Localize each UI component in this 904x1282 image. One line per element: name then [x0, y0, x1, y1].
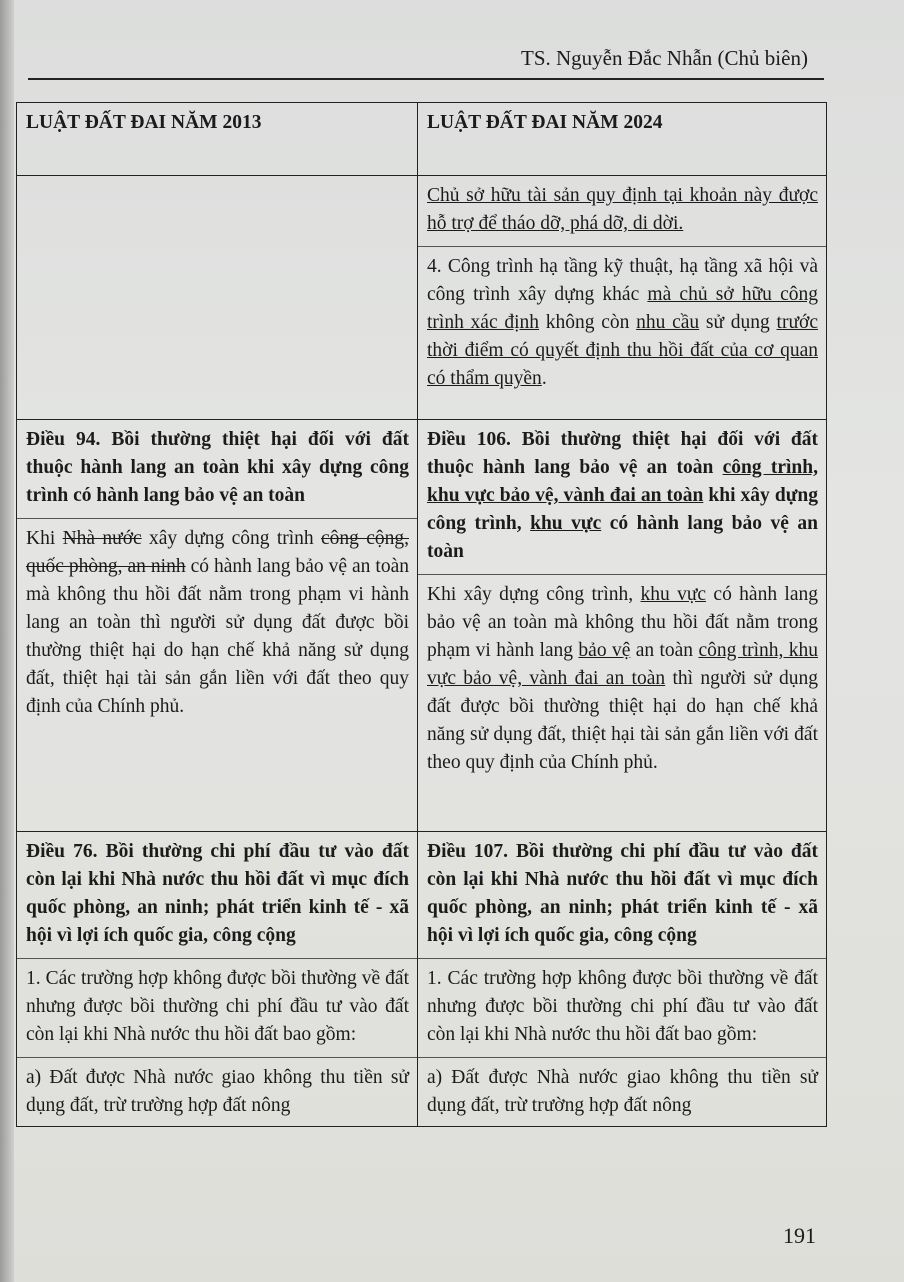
cell-2013-article-94	[17, 420, 418, 832]
article-title: Điều 106. Bồi thường thiệt hại đối với đất thuộc hành lang bảo vệ an toàn công trình, khu vực bảo vệ, vành đai an toàn khi xây dựng công trình, khu vực có hành lang bảo vệ an toàn	[418, 426, 826, 575]
page-number: 191	[783, 1223, 816, 1248]
table-row	[17, 176, 827, 420]
column-header-2024: LUẬT ĐẤT ĐAI NĂM 2024	[418, 103, 827, 176]
paragraph: 1. Các trường hợp không được bồi thường về đất nhưng được bồi thường chi phí đầu tư vào đất còn lại khi Nhà nước thu hồi đất bao gồm:	[418, 959, 826, 1058]
running-header-author: TS. Nguyễn Đắc Nhẫn (Chủ biên)	[521, 46, 808, 70]
comparison-table	[16, 102, 827, 1127]
paragraph: 1. Các trường hợp không được bồi thường về đất nhưng được bồi thường chi phí đầu tư vào đất còn lại khi Nhà nước thu hồi đất bao gồm:	[17, 959, 417, 1058]
paragraph: Khi xây dựng công trình, khu vực có hành lang bảo vệ an toàn mà không thu hồi đất nằm trong phạm vi hành lang bảo vệ an toàn công trình, khu vực bảo vệ, vành đai an toàn thì người sử dụng đất được bồi thường thiệt hại do hạn chế khả năng sử dụng đất, thiệt hại tài sản gắn liền với đất theo quy định của Chính phủ.	[427, 584, 819, 773]
table-header-row	[17, 103, 827, 176]
column-header-2013: LUẬT ĐẤT ĐAI NĂM 2013	[17, 103, 418, 176]
paragraph: Chủ sở hữu tài sản quy định tại khoản này được hỗ trợ để tháo dỡ, phá dỡ, di dời.	[418, 182, 826, 247]
article-title: Điều 76. Bồi thường chi phí đầu tư vào đất còn lại khi Nhà nước thu hồi đất vì mục đích quốc phòng, an ninh; phát triển kinh tế - xã hội vì lợi ích quốc gia, công cộng	[17, 838, 417, 959]
paragraph: Khi Nhà nước xây dựng công trình công cộng, quốc phòng, an ninh có hành lang bảo vệ an toàn mà không thu hồi đất nằm trong phạm vi hành lang an toàn thì người sử dụng đất được bồi thường thiệt hại do hạn chế khả năng sử dụng đất, thiệt hại tài sản gắn liền với đất theo quy định của Chính phủ.	[26, 528, 409, 717]
article-title: Điều 94. Bồi thường thiệt hại đối với đất thuộc hành lang an toàn khi xây dựng công trình có hành lang bảo vệ an toàn	[17, 426, 417, 519]
table-row	[17, 832, 827, 1127]
cell-2024-article-107	[418, 832, 827, 1127]
cell-2013-article-76	[17, 832, 418, 1127]
paragraph: 4. Công trình hạ tầng kỹ thuật, hạ tầng xã hội và công trình xây dựng khác mà chủ sở hữu công trình xác định không còn nhu cầu sử dụng trước thời điểm có quyết định thu hồi đất của cơ quan có thẩm quyền.	[427, 256, 818, 389]
cell-2024-article-106	[418, 420, 827, 832]
cell-2013-empty	[17, 176, 418, 420]
cell-2024-clause-continuation	[418, 176, 827, 420]
paragraph: a) Đất được Nhà nước giao không thu tiền sử dụng đất, trừ trường hợp đất nông	[26, 1067, 409, 1116]
paragraph: a) Đất được Nhà nước giao không thu tiền sử dụng đất, trừ trường hợp đất nông	[427, 1067, 818, 1116]
table-row	[17, 420, 827, 832]
header-rule	[28, 78, 824, 80]
page-edge-shadow	[0, 0, 14, 1282]
article-title: Điều 107. Bồi thường chi phí đầu tư vào đất còn lại khi Nhà nước thu hồi đất vì mục đích quốc phòng, an ninh; phát triển kinh tế - xã hội vì lợi ích quốc gia, công cộng	[418, 838, 826, 959]
